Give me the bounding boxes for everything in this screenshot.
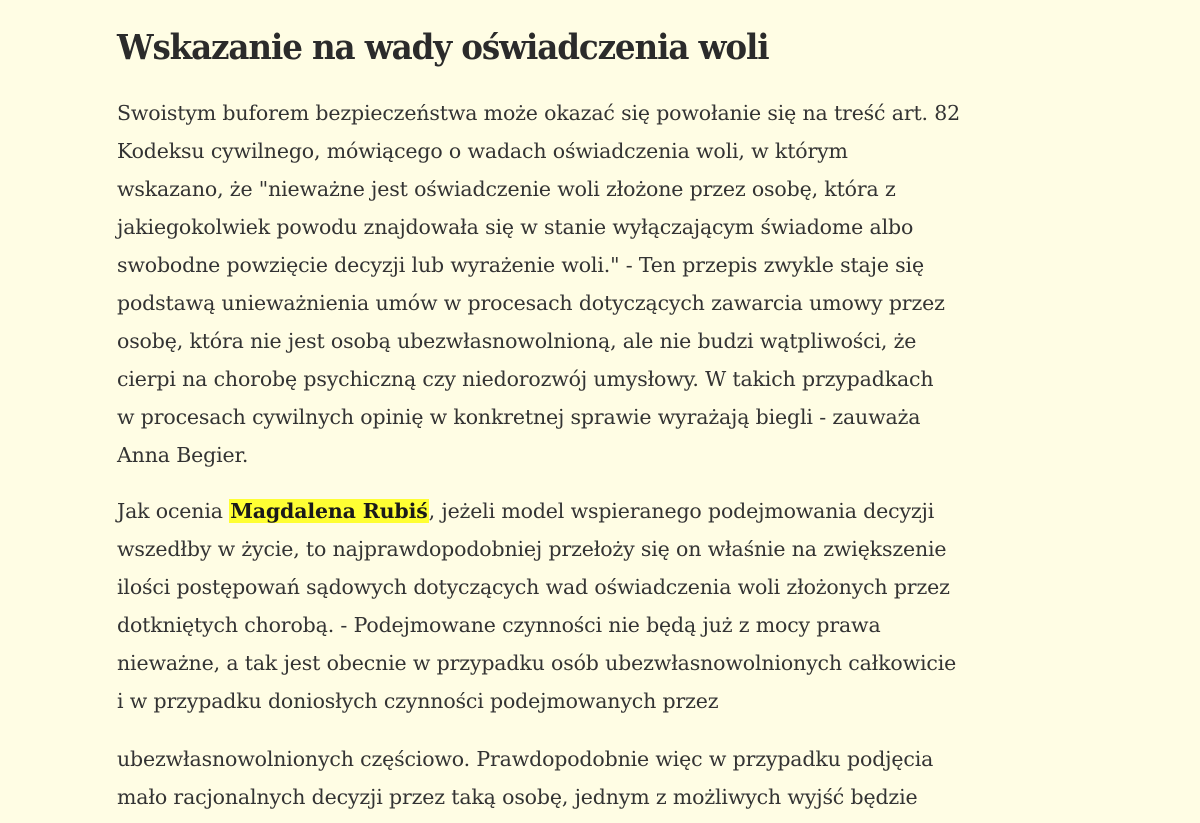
text-line: podstawą unieważnienia umów w procesach dotyczących zawarcia umowy przez [117,291,945,315]
paragraph-3 [117,740,1077,816]
text-line: Anna Begier. [117,443,249,467]
text-line: wszedłby w życie, to najprawdopodobniej przełoży się on właśnie na zwiększenie [117,537,947,561]
section-heading: Wskazanie na wady oświadczenia woli [117,27,769,68]
paragraph-2 [117,492,1077,720]
text-line: osobę, która nie jest osobą ubezwłasnowolnioną, ale nie budzi wątpliwości, że [117,329,917,353]
text-line: cierpi na chorobę psychiczną czy niedorozwój umysłowy. W takich przypadkach [117,367,934,391]
highlighted-person-name[interactable]: Magdalena Rubiś [230,499,428,523]
text-line: ilości postępowań sądowych dotyczących wad oświadczenia woli złożonych przez [117,575,950,599]
text-line: wskazano, że "nieważne jest oświadczenie woli złożone przez osobę, która z [117,177,896,201]
paragraph-1 [117,94,1077,474]
text-line: ubezwłasnowolnionych częściowo. Prawdopodobnie więc w przypadku podjęcia [117,747,934,771]
text-line: jakiegokolwiek powodu znajdowała się w stanie wyłączającym świadome albo [117,215,914,239]
text-line [117,492,1077,530]
text-line: Kodeksu cywilnego, mówiącego o wadach oświadczenia woli, w którym [117,139,848,163]
text-line: i w przypadku doniosłych czynności podejmowanych przez [117,689,719,713]
text-line: nieważne, a tak jest obecnie w przypadku osób ubezwłasnowolnionych całkowicie [117,651,957,675]
text-line: w procesach cywilnych opinię w konkretnej sprawie wyrażają biegli - zauważa [117,405,921,429]
text-line: dotkniętych chorobą. - Podejmowane czynności nie będą już z mocy prawa [117,613,881,637]
text-line: Swoistym buforem bezpieczeństwa może okazać się powołanie się na treść art. 82 [117,101,961,125]
text-line: mało racjonalnych decyzji przez taką osobę, jednym z możliwych wyjść będzie [117,785,918,809]
text-suffix: , jeżeli model wspieranego podejmowania decyzji [428,499,935,523]
text-prefix: Jak ocenia [117,499,230,523]
text-line: swobodne powzięcie decyzji lub wyrażenie woli." - Ten przepis zwykle staje się [117,253,924,277]
